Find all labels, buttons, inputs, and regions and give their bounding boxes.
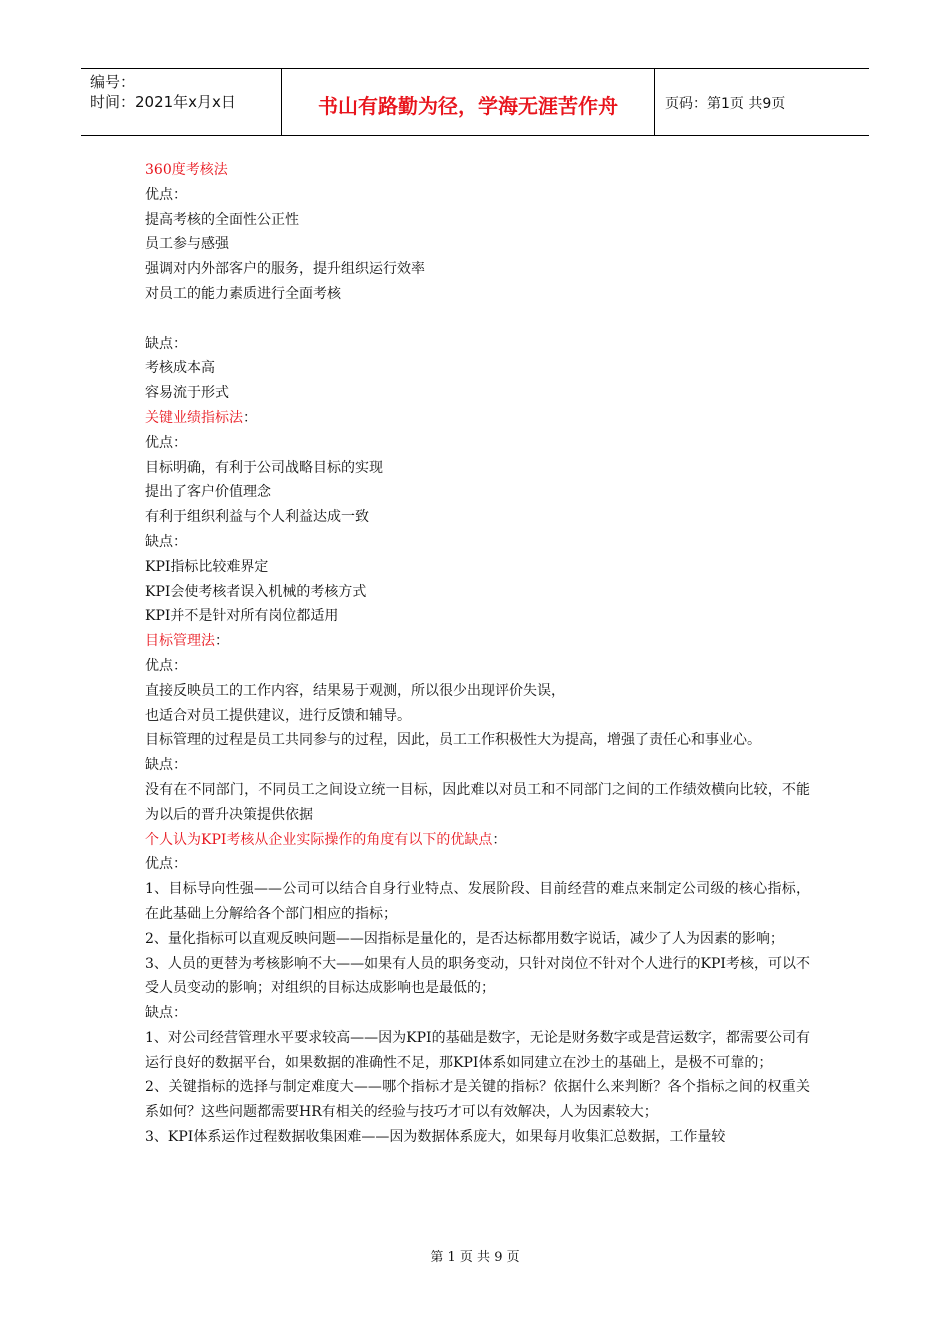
- section-title-kpi-text: 关键业绩指标法: [145, 409, 243, 426]
- section-title-opinion: [145, 828, 810, 853]
- pros-item: 有利于组织利益与个人利益达成一致: [145, 509, 369, 526]
- pros-item: 1、目标导向性强——公司可以结合自身行业特点、发展阶段、目前经营的难点来制定公司级的核心指标，在此基础上分解给各个部门相应的指标；: [145, 881, 810, 922]
- section-title-kpi: [145, 406, 810, 431]
- section-title-360: 360度考核法: [145, 162, 228, 178]
- cons-label: 缺点：: [145, 757, 187, 774]
- page-footer: 第 1 页 共 9 页: [430, 1250, 520, 1265]
- time-label: 时间：2021年x月x日: [90, 93, 236, 111]
- cons-label: 缺点：: [145, 1005, 187, 1022]
- pros-item: 提出了客户价值理念: [145, 484, 271, 501]
- pros-item: 3、人员的更替为考核影响不大——如果有人员的职务变动，只针对岗位不针对个人进行的KPI考核，可以不受人员变动的影响；对组织的目标达成影响也是最低的；: [145, 955, 810, 997]
- cons-label: 缺点：: [145, 533, 187, 550]
- document-body: [145, 158, 810, 1150]
- pros-item: 目标明确，有利于公司战略目标的实现: [145, 459, 383, 476]
- pros-label: 优点：: [145, 434, 187, 451]
- cons-label: 缺点：: [145, 335, 187, 352]
- section-title-opinion-text: 个人认为KPI考核从企业实际操作的角度有以下的优缺点: [145, 831, 493, 848]
- cons-item: 没有在不同部门，不同员工之间设立统一目标，因此难以对员工和不同部门之间的工作绩效横向比较，不能为以后的晋升决策提供依据: [145, 781, 810, 823]
- title-colon: ：: [243, 409, 257, 426]
- pros-item: 也适合对员工提供建议，进行反馈和辅导。: [145, 707, 411, 724]
- pros-label: 优点：: [145, 657, 187, 674]
- pros-item: 提高考核的全面性公正性: [145, 211, 299, 228]
- title-colon: ：: [492, 831, 507, 848]
- title-colon: ：: [215, 633, 229, 650]
- cons-item: KPI指标比较难界定: [145, 558, 269, 575]
- pros-item: 强调对内外部客户的服务，提升组织运行效率: [145, 261, 425, 278]
- cons-item: 容易流于形式: [145, 385, 229, 402]
- pros-label: 优点：: [145, 186, 187, 203]
- blank-line: [145, 307, 810, 332]
- cons-item: KPI并不是针对所有岗位都适用: [145, 608, 339, 625]
- cons-item: KPI会使考核者误入机械的考核方式: [145, 583, 367, 600]
- section-title-mbo: [145, 629, 810, 654]
- cons-item: 2、关键指标的选择与制定难度大——哪个指标才是关键的指标？依据什么来判断？各个指标之间的权重关系如何？这些问题都需要HR有相关的经验与技巧才可以有效解决，人为因素较大；: [145, 1079, 810, 1121]
- pros-item: 对员工的能力素质进行全面考核: [145, 285, 341, 302]
- pros-item: 员工参与感强: [145, 236, 229, 253]
- cons-item: 3、KPI体系运作过程数据收集困难——因为数据体系庞大，如果每月收集汇总数据，工作量较: [145, 1129, 726, 1146]
- number-label: 编号：: [90, 73, 136, 91]
- header-motto: 书山有路勤为径，学海无涯苦作舟: [282, 69, 655, 135]
- pros-item: 目标管理的过程是员工共同参与的过程，因此，员工工作积极性大为提高，增强了责任心和事业心。: [145, 732, 761, 749]
- pros-item: 2、量化指标可以直观反映问题——因指标是量化的，是否达标都用数字说话，减少了人为因素的影响；: [145, 930, 784, 947]
- section-title-mbo-text: 目标管理法: [145, 633, 215, 650]
- cons-item: 考核成本高: [145, 360, 215, 377]
- cons-item: 1、对公司经营管理水平要求较高——因为KPI的基础是数字，无论是财务数字或是营运数字，都需要公司有运行良好的数据平台，如果数据的准确性不足，那KPI体系如同建立在沙土的基础上，是极不可靠的；: [145, 1029, 810, 1071]
- page-header: [81, 68, 869, 136]
- header-meta: [81, 69, 282, 135]
- header-page-info: 页码：第1页 共9页: [665, 96, 786, 112]
- pros-label: 优点：: [145, 856, 187, 873]
- pros-item: 直接反映员工的工作内容，结果易于观测，所以很少出现评价失误，: [145, 682, 565, 699]
